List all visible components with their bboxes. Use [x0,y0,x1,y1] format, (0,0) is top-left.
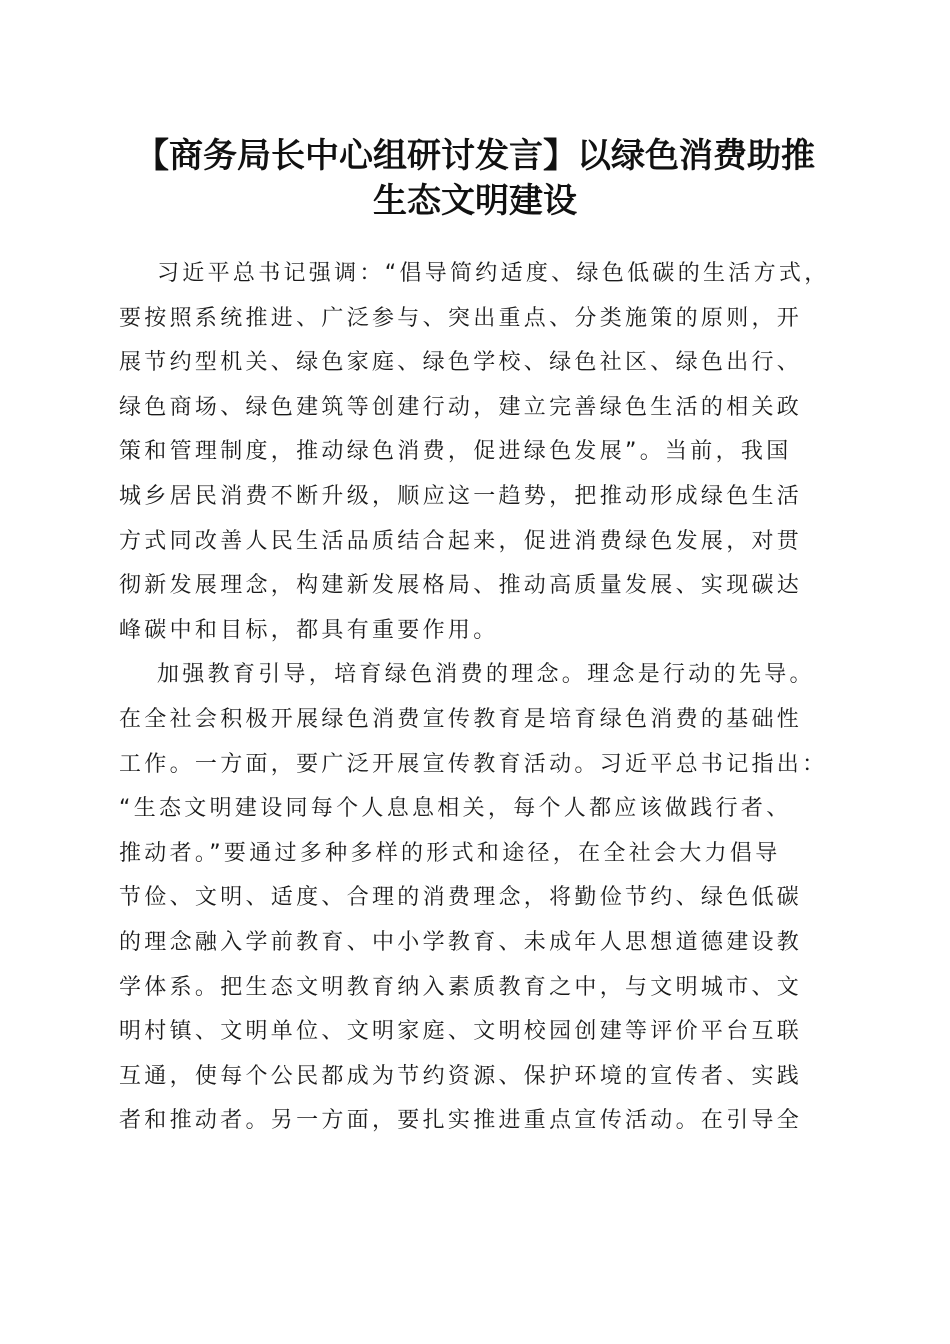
text-line: 展节约型机关、绿色家庭、绿色学校、绿色社区、绿色出行、 [119,350,803,376]
text-line: 习近平总书记强调：“倡导简约适度、绿色低碳的生活方式， [157,261,830,286]
text-line: 城乡居民消费不断升级，顺应这一趋势，把推动形成绿色生活 [119,483,803,509]
text-line: “生态文明建设同每个人息息相关，每个人都应该做践行者、 [119,796,792,822]
title-line-1: 【商务局长中心组研讨发言】以绿色消费助推 [135,136,815,176]
text-line: 推动者。”要通过多种多样的形式和途径，在全社会大力倡导 [119,840,781,866]
text-line: 工作。一方面，要广泛开展宣传教育活动。习近平总书记指出： [119,751,828,777]
text-line: 要按照系统推进、广泛参与、突出重点、分类施策的原则，开 [119,305,803,331]
text-line: 彻新发展理念，构建新发展格局、推动高质量发展、实现碳达 [119,573,803,599]
title-line-2: 生态文明建设 [373,181,577,221]
text-line: 方式同改善人民生活品质结合起来，促进消费绿色发展，对贯 [119,528,803,554]
text-line: 明村镇、文明单位、文明家庭、文明校园创建等评价平台互联 [119,1019,803,1045]
text-line: 学体系。把生态文明教育纳入素质教育之中，与文明城市、文 [119,974,803,1000]
text-line: 在全社会积极开展绿色消费宣传教育是培育绿色消费的基础性 [119,706,803,732]
document-title [100,134,850,224]
paragraph-2 [119,653,833,1144]
text-line: 的理念融入学前教育、中小学教育、未成年人思想道德建设教 [119,929,803,955]
text-line: 节俭、文明、适度、合理的消费理念，将勤俭节约、绿色低碳 [119,885,803,911]
text-line: 者和推动者。另一方面，要扎实推进重点宣传活动。在引导全 [119,1108,803,1134]
text-line: 绿色商场、绿色建筑等创建行动，建立完善绿色生活的相关政 [119,394,803,420]
text-line: 峰碳中和目标，都具有重要作用。 [119,617,499,643]
paragraph-1 [119,252,833,653]
text-line: 加强教育引导，培育绿色消费的理念。理念是行动的先导。 [157,662,815,688]
text-line: 互通，使每个公民都成为节约资源、保护环境的宣传者、实践 [119,1063,803,1089]
text-line: 策和管理制度，推动绿色消费，促进绿色发展”。当前，我国 [119,439,792,465]
document-body [119,252,833,1144]
